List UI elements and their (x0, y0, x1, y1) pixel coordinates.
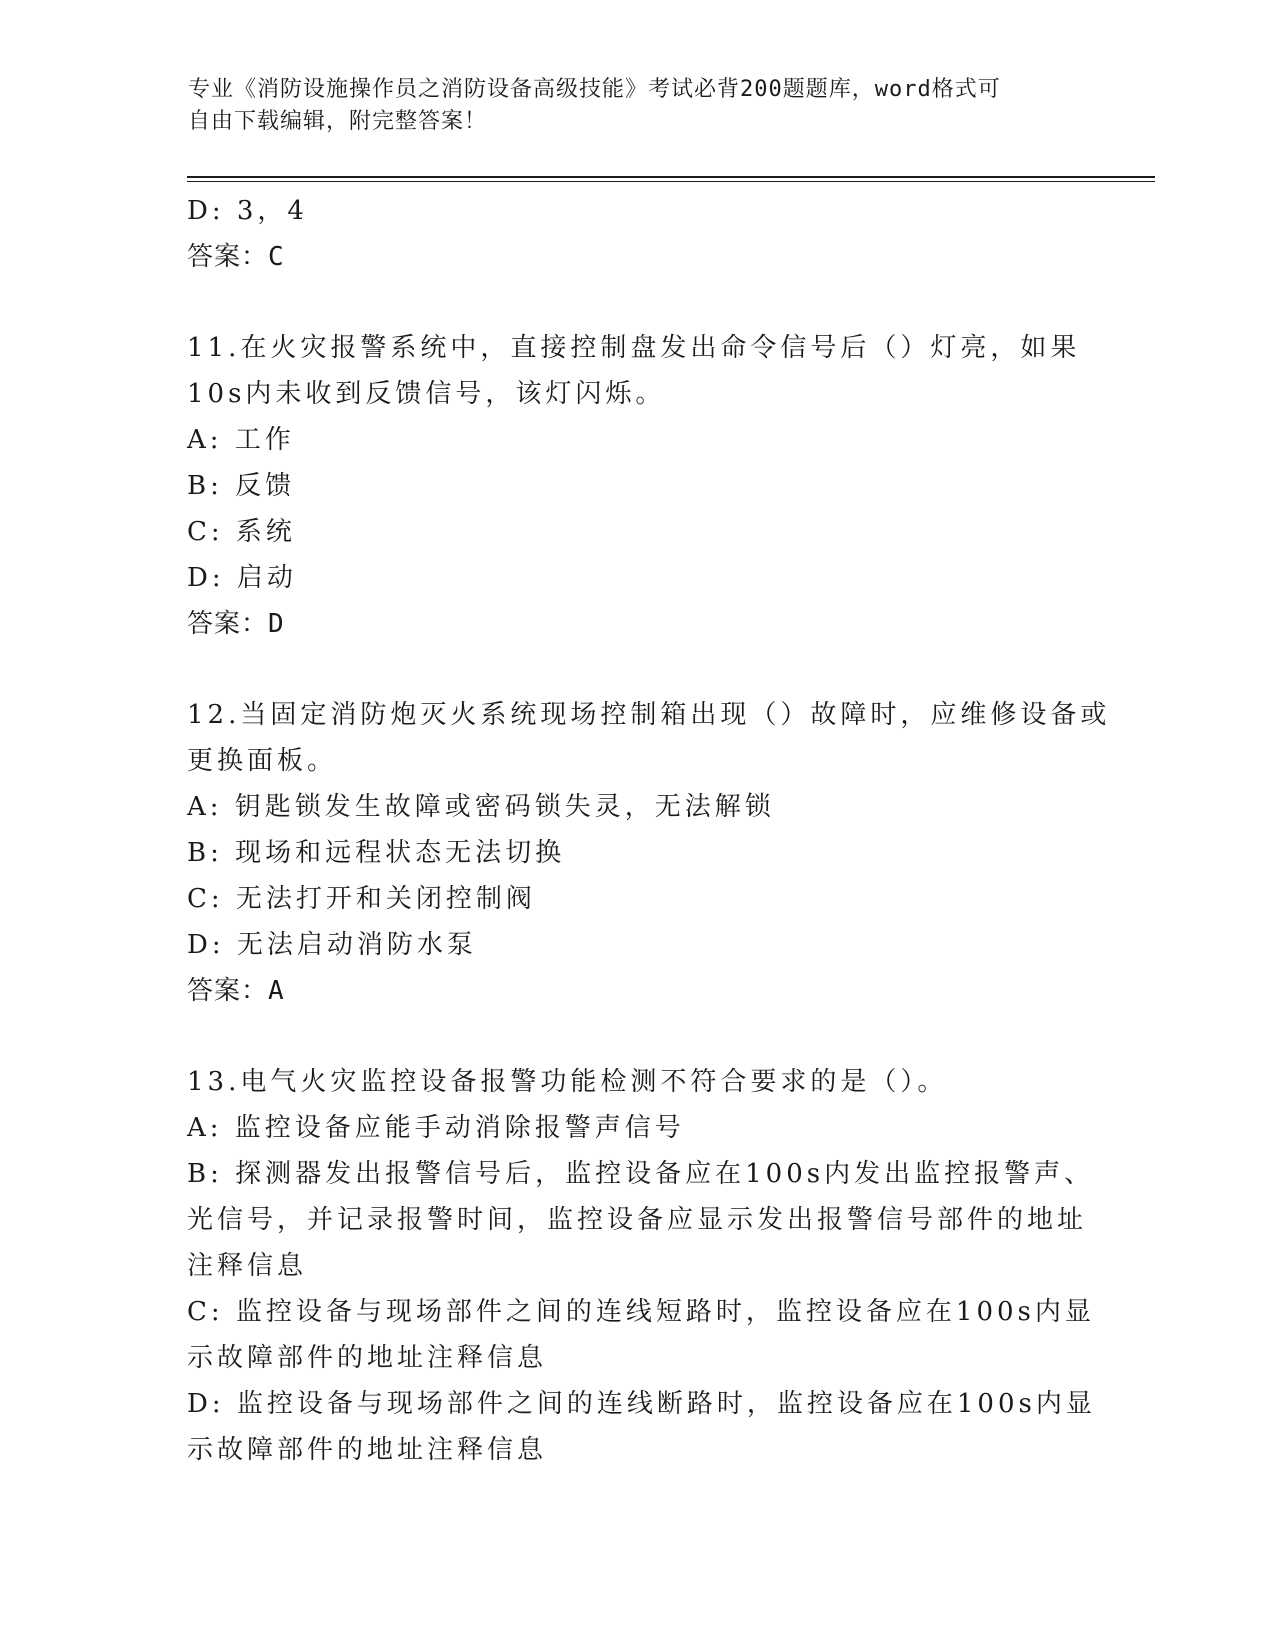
question-stem: 10s内未收到反馈信号，该灯闪烁。 (187, 379, 666, 409)
answer-label: 答案： (187, 242, 269, 272)
question-11 (187, 325, 1087, 647)
option-c: C: 无法打开和关闭控制阀 (187, 884, 536, 914)
answer-value: C (268, 242, 285, 272)
question-stem: 13.电气火灾监控设备报警功能检测不符合要求的是（）。 (187, 1067, 948, 1097)
answer (187, 234, 1087, 280)
header-divider (187, 176, 1155, 178)
header-line: 自由下载编辑，附完整答案！ (188, 109, 488, 134)
option-b-continued: 光信号，并记录报警时间，监控设备应显示发出报警信号部件的地址 (187, 1205, 1088, 1235)
option-a: A: 监控设备应能手动消除报警声信号 (187, 1113, 685, 1143)
option-d: D: 无法启动消防水泵 (187, 930, 477, 960)
answer-label: 答案： (187, 609, 269, 639)
header-line: 专业《消防设施操作员之消防设备高级技能》考试必背200题题库，word格式可 (188, 77, 1001, 102)
answer-label: 答案： (187, 976, 269, 1006)
answer (187, 601, 1087, 647)
option-d: D: 监控设备与现场部件之间的连线断路时，监控设备应在100s内显 (187, 1389, 1096, 1419)
header-divider (187, 181, 1155, 182)
option-d-continued: 示故障部件的地址注释信息 (187, 1435, 548, 1465)
document-header (188, 74, 1068, 138)
option-d: D: 3，4 (187, 196, 308, 226)
option-b: B: 探测器发出报警信号后，监控设备应在100s内发出监控报警声、 (187, 1159, 1095, 1189)
option-a: A: 钥匙锁发生故障或密码锁失灵，无法解锁 (187, 792, 775, 822)
option-d: D: 启动 (187, 563, 297, 593)
option-c: C: 监控设备与现场部件之间的连线短路时，监控设备应在100s内显 (187, 1297, 1095, 1327)
option-a: A: 工作 (187, 425, 295, 455)
answer (187, 968, 1087, 1014)
option-b: B: 现场和远程状态无法切换 (187, 838, 566, 868)
question-list (187, 188, 1111, 1473)
option-b-continued: 注释信息 (187, 1251, 308, 1281)
option-c-continued: 示故障部件的地址注释信息 (187, 1343, 548, 1373)
question-12 (187, 692, 1111, 1014)
answer-value: D (268, 609, 285, 639)
question-stem: 11.在火灾报警系统中，直接控制盘发出命令信号后（）灯亮，如果 (187, 333, 1081, 363)
question-stem: 12.当固定消防炮灭火系统现场控制箱出现（）故障时，应维修设备或 (187, 700, 1111, 730)
option-b: B: 反馈 (187, 471, 296, 501)
option-c: C: 系统 (187, 517, 296, 547)
question-13 (187, 1059, 1096, 1473)
question-stem: 更换面板。 (187, 746, 338, 776)
answer-value: A (268, 976, 285, 1006)
